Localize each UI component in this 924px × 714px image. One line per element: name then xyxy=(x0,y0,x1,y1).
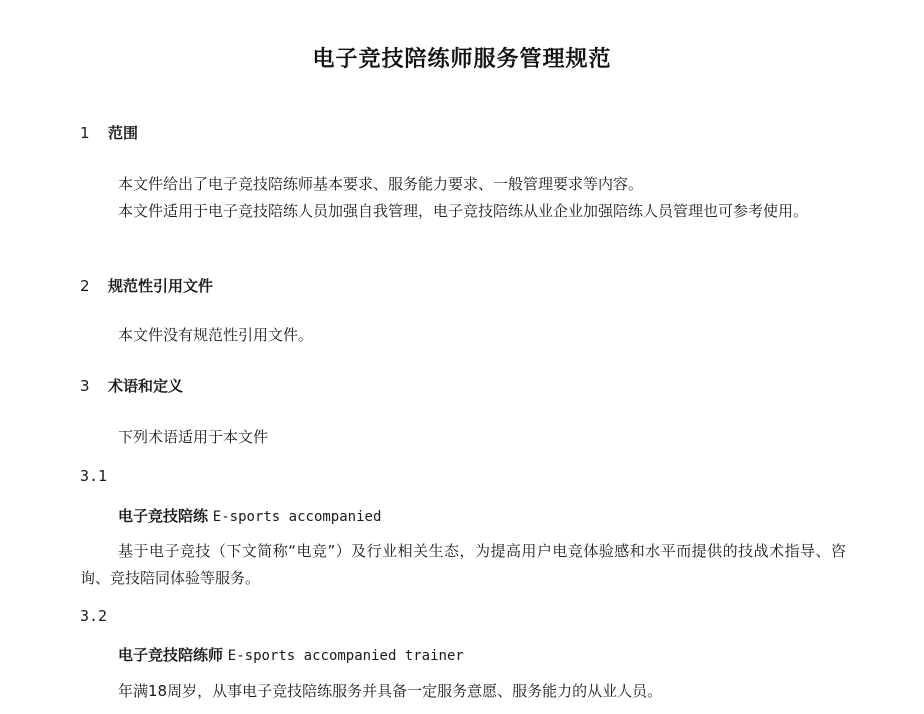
term-name-en: E-sports accompanied trainer xyxy=(227,648,464,664)
section-heading-scope xyxy=(80,122,138,143)
term-name-en: E-sports accompanied xyxy=(212,509,382,525)
section-number: 1 xyxy=(80,124,90,142)
section-number: 2 xyxy=(80,277,90,295)
scope-paragraph-2: 本文件适用于电子竞技陪练人员加强自我管理，电子竞技陪练从业企业加强陪练人员管理也可参考使用。 xyxy=(118,202,809,220)
term-name-zh: 电子竞技陪练师 xyxy=(118,646,224,664)
term-name-zh: 电子竞技陪练 xyxy=(118,507,209,525)
term-definition: 年满18周岁，从事电子竞技陪练服务并具备一定服务意愿、服务能力的从业人员。 xyxy=(118,682,663,700)
document-title: 电子竞技陪练师服务管理规范 xyxy=(312,47,612,72)
term-number: 3.1 xyxy=(80,467,108,485)
scope-paragraph-1: 本文件给出了电子竞技陪练师基本要求、服务能力要求、一般管理要求等内容。 xyxy=(118,175,644,193)
section-title: 术语和定义 xyxy=(108,377,184,395)
term-number: 3.2 xyxy=(80,607,108,625)
section-title: 范围 xyxy=(108,124,139,142)
section-number: 3 xyxy=(80,377,90,395)
term-name xyxy=(118,644,464,665)
section-title: 规范性引用文件 xyxy=(108,277,214,295)
terms-intro-paragraph: 下列术语适用于本文件 xyxy=(118,428,269,446)
term-definition: 基于电子竞技（下文简称“电竞”）及行业相关生态，为提高用户电竞体验感和水平而提供的技战术指导、咨询、竞技陪同体验等服务。 xyxy=(80,542,846,587)
section-heading-terms xyxy=(80,375,183,396)
section-heading-normative-references xyxy=(80,275,213,296)
term-name xyxy=(118,505,381,526)
references-paragraph: 本文件没有规范性引用文件。 xyxy=(118,326,314,344)
